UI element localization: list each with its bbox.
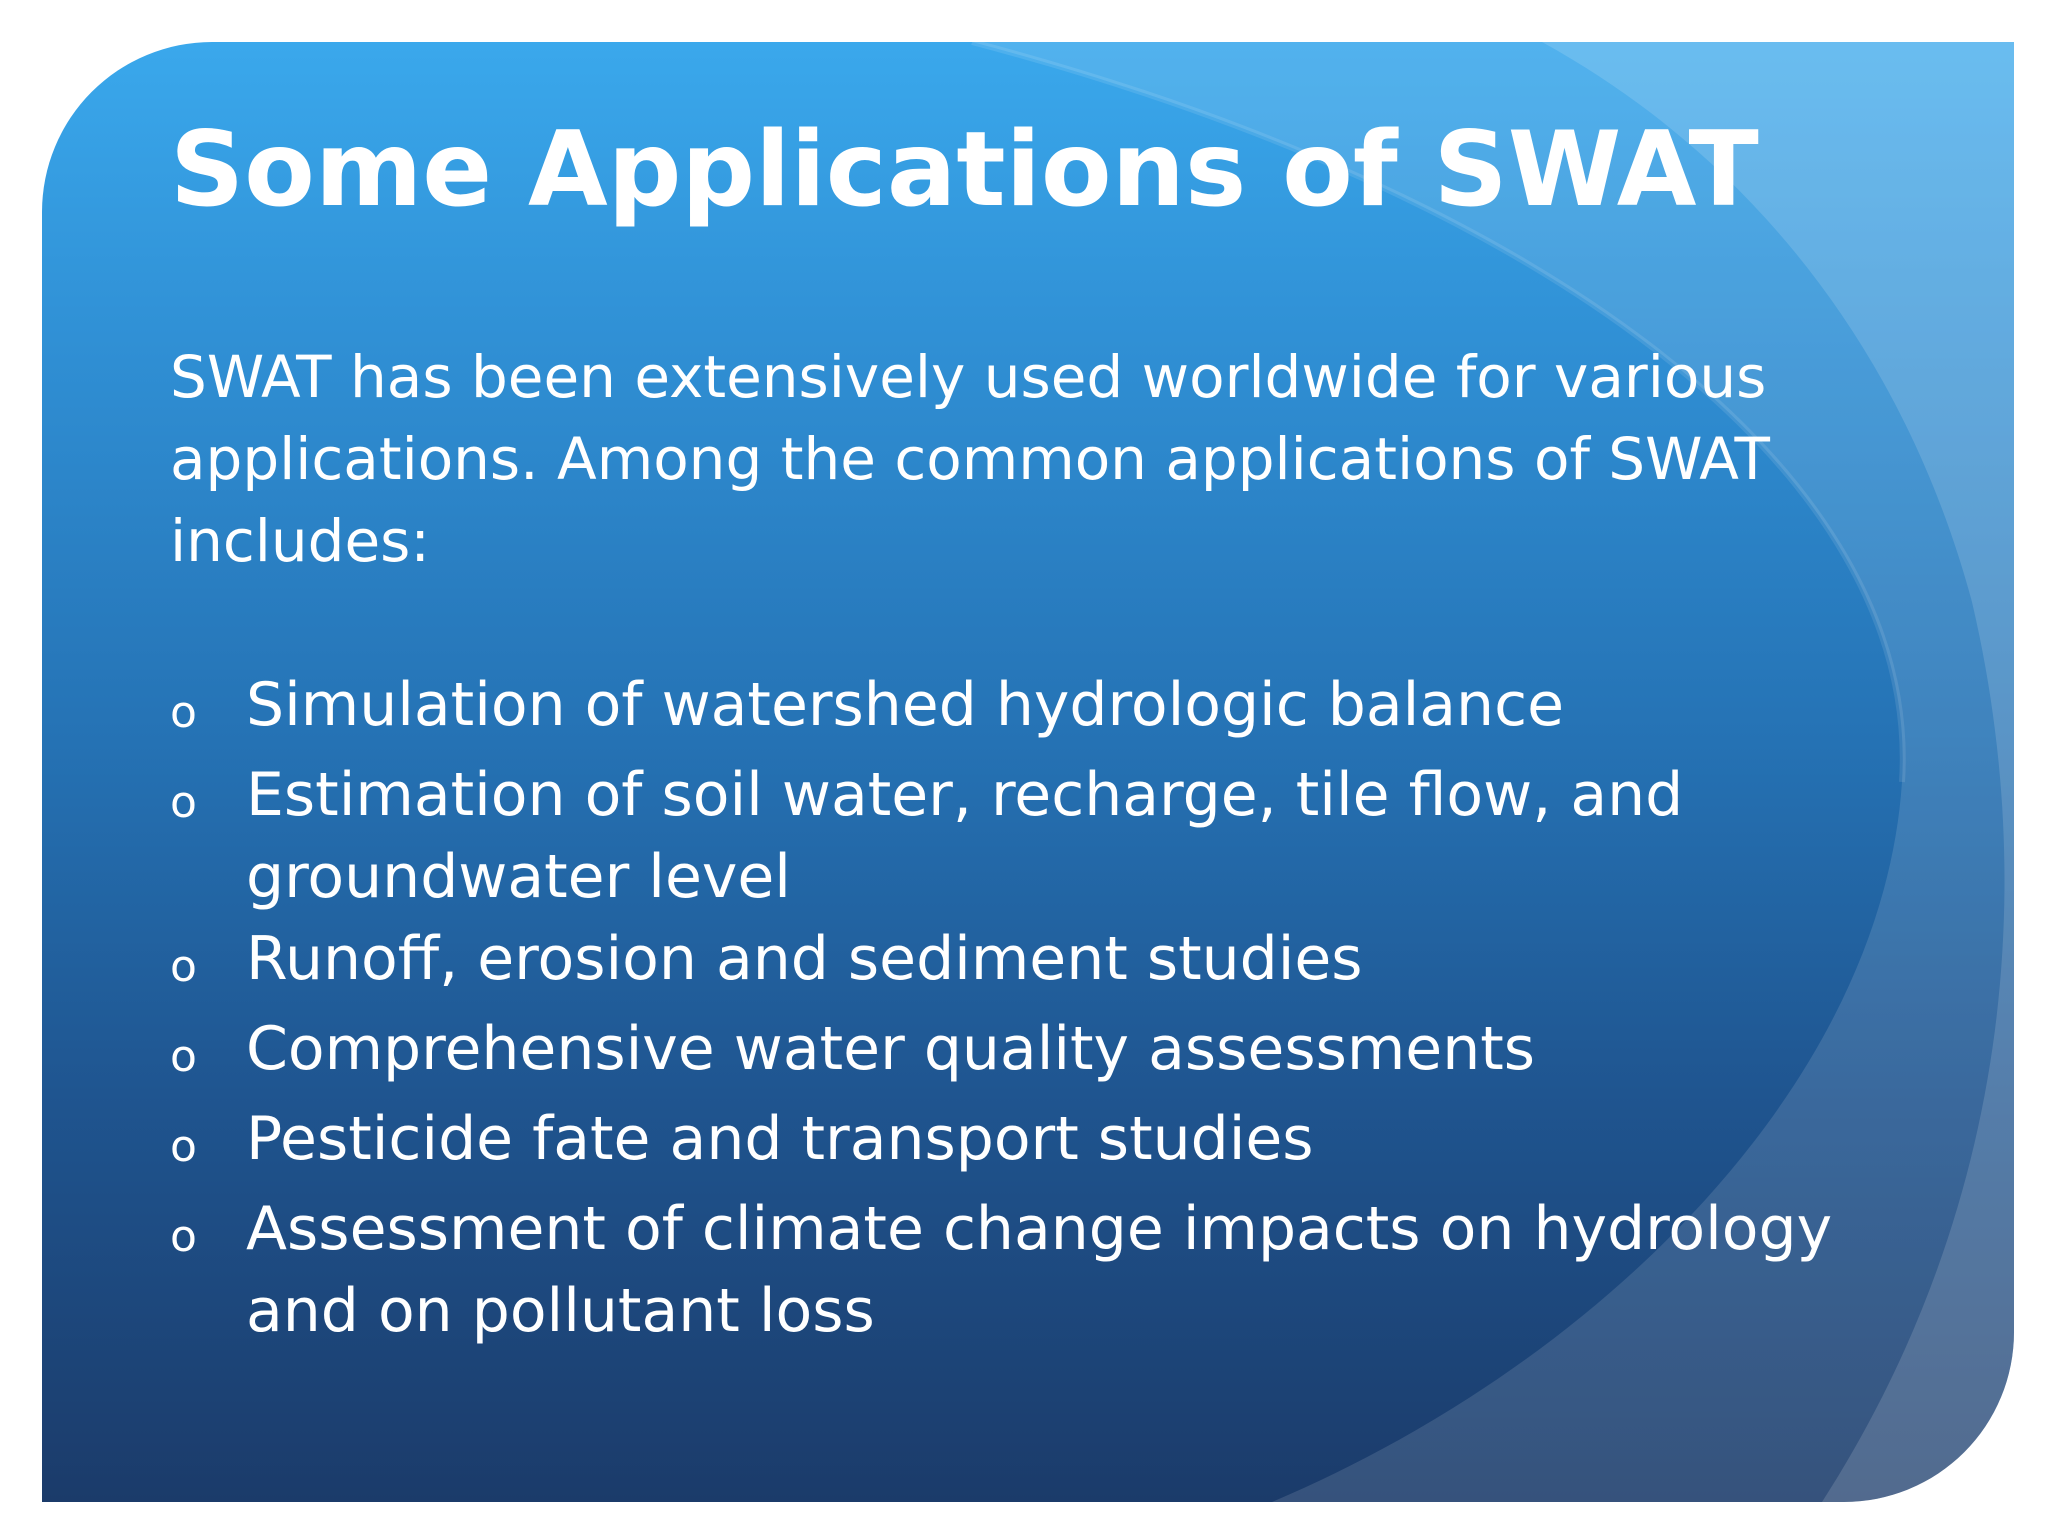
bullet-circle-icon: o [170, 687, 197, 738]
list-item-text: Assessment of climate change impacts on hydrology and on pollutant loss [246, 1194, 1833, 1346]
list-item [170, 918, 1910, 1008]
list-item [170, 1188, 1910, 1352]
bullet-circle-icon: o [170, 941, 197, 992]
list-item-text: Comprehensive water quality assessments [246, 1014, 1536, 1084]
list-item [170, 1008, 1910, 1098]
slide-title: Some Applications of SWAT [170, 110, 1759, 230]
bullet-circle-icon: o [170, 1211, 197, 1262]
bullet-circle-icon: o [170, 1121, 197, 1172]
list-item-text: Simulation of watershed hydrologic balance [246, 670, 1564, 740]
list-item-text: Pesticide fate and transport studies [246, 1104, 1314, 1174]
bullet-circle-icon: o [170, 777, 197, 828]
list-item [170, 1098, 1910, 1188]
list-item [170, 664, 1910, 754]
bullet-circle-icon: o [170, 1031, 197, 1082]
intro-paragraph: SWAT has been extensively used worldwide for various applications. Among the common applications of SWAT includes: [170, 343, 1770, 575]
list-item-text: Estimation of soil water, recharge, tile flow, and groundwater level [246, 760, 1684, 912]
applications-list [170, 664, 1910, 1352]
list-item-text: Runoff, erosion and sediment studies [246, 924, 1363, 994]
slide [42, 42, 2014, 1502]
list-item [170, 754, 1910, 918]
slide-body [170, 336, 1910, 1352]
